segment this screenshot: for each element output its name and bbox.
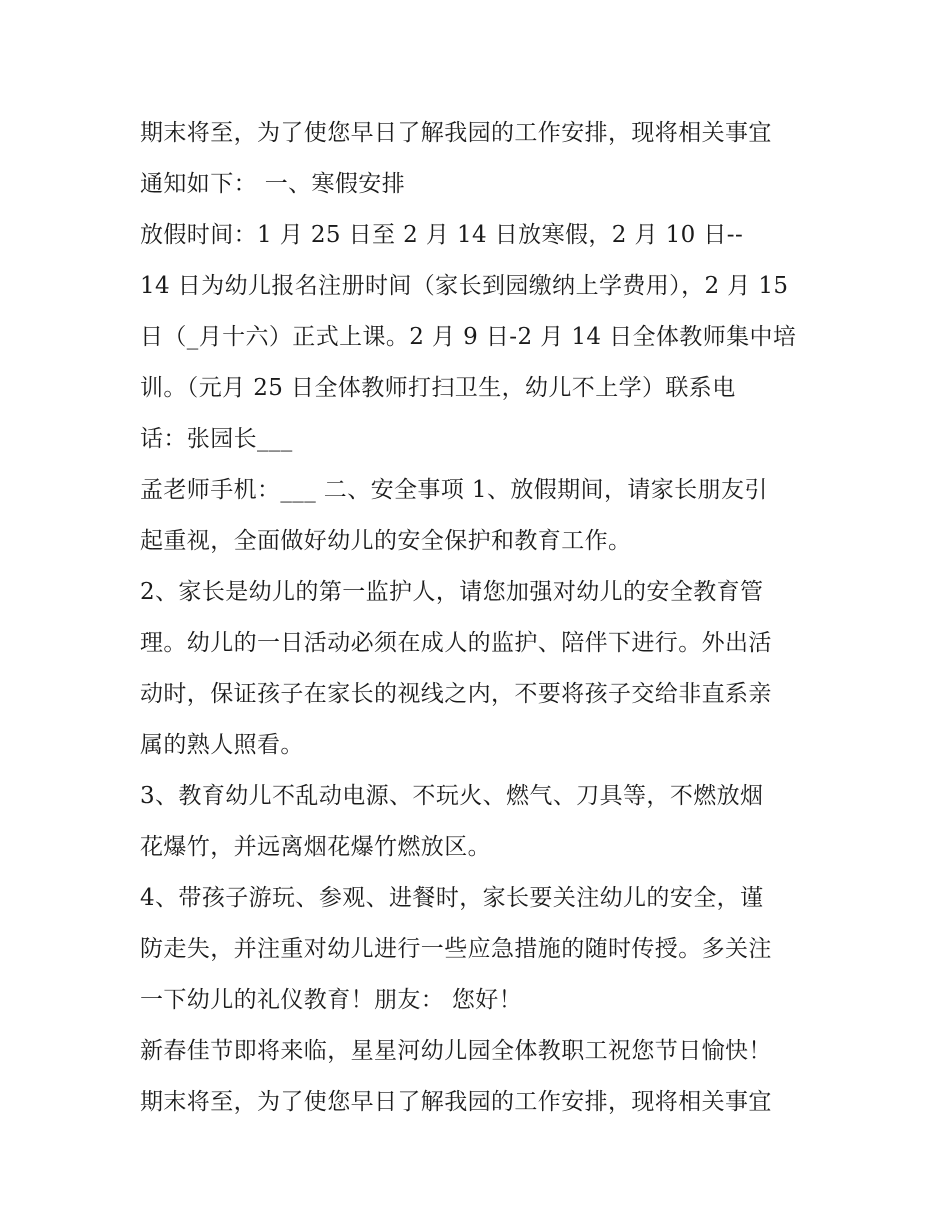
- text-line: 3、教育幼儿不乱动电源、不玩火、燃气、刀具等，不燃放烟: [140, 783, 764, 809]
- document-body: [140, 108, 820, 1128]
- text-line: 动时，保证孩子在家长的视线之内，不要将孩子交给非直系亲: [140, 681, 772, 707]
- text-line: 通知如下： 一、寒假安排: [140, 171, 406, 197]
- text-line: 2、家长是幼儿的第一监护人，请您加强对幼儿的安全教育管: [140, 579, 764, 605]
- text-line: 期末将至，为了使您早日了解我园的工作安排，现将相关事宜: [140, 120, 772, 146]
- text-line: 属的熟人照看。: [140, 732, 304, 758]
- text-line: 日（_月十六）正式上课。2 月 9 日-2 月 14 日全体教师集中培: [140, 324, 797, 350]
- text-line: 训。（元月 25 日全体教师打扫卫生，幼儿不上学）联系电: [140, 375, 736, 401]
- text-line: 起重视，全面做好幼儿的安全保护和教育工作。: [140, 528, 632, 554]
- text-line: 理。幼儿的一日活动必须在成人的监护、陪伴下进行。外出活: [140, 630, 772, 656]
- text-line: 新春佳节即将来临，星星河幼儿园全体教职工祝您节日愉快！: [140, 1038, 772, 1064]
- text-line: 话：张园长___: [140, 426, 293, 452]
- text-line: 4、带孩子游玩、参观、进餐时，家长要关注幼儿的安全，谨: [140, 885, 764, 911]
- text-line: 花爆竹，并远离烟花爆竹燃放区。: [140, 834, 491, 860]
- text-line: 期末将至，为了使您早日了解我园的工作安排，现将相关事宜: [140, 1089, 772, 1115]
- text-line: 14 日为幼儿报名注册时间（家长到园缴纳上学费用），2 月 15: [140, 273, 789, 299]
- text-line: 放假时间：1 月 25 日至 2 月 14 日放寒假，2 月 10 日--: [140, 222, 744, 248]
- text-line: 孟老师手机：___ 二、安全事项 1、放假期间，请家长朋友引: [140, 477, 768, 503]
- text-line: 一下幼儿的礼仪教育！朋友： 您好！: [140, 987, 523, 1013]
- text-line: 防走失，并注重对幼儿进行一些应急措施的随时传授。多关注: [140, 936, 772, 962]
